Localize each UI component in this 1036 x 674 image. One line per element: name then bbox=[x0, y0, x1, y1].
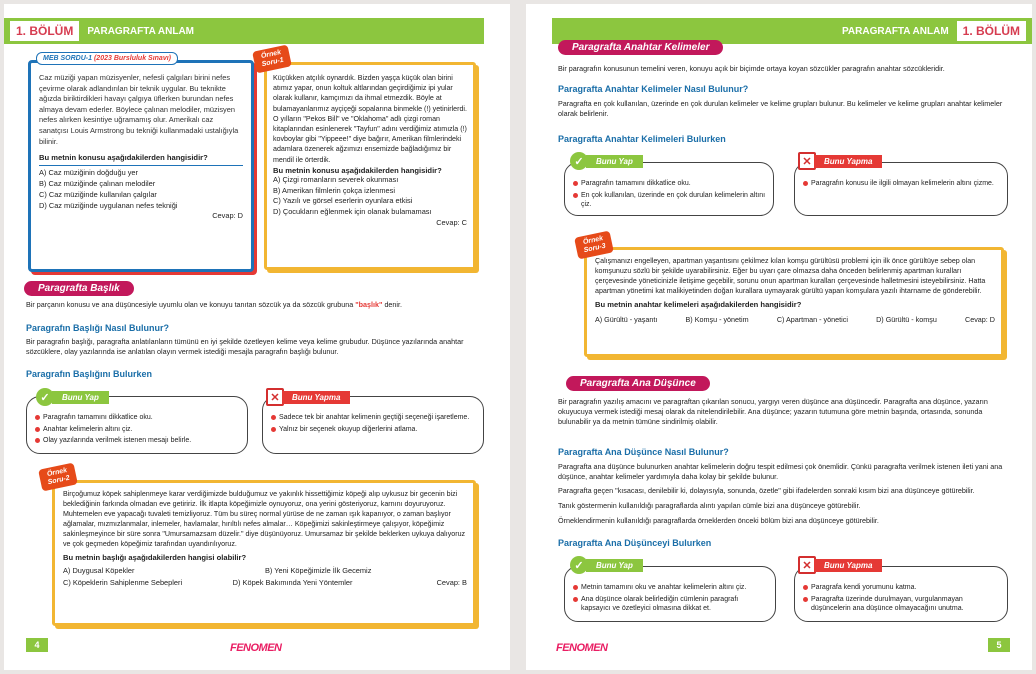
paragraph: Paragrafta en çok kullanılan, üzerinde en çok durulan kelimeler ve kelime grupları bulunur. Bu kelimeler ve kelime grupları anahtar kelimeler olarak belirlenir. bbox=[558, 99, 1003, 118]
meb-tag bbox=[36, 52, 178, 65]
do-box bbox=[564, 162, 774, 216]
checkmark-icon: ✓ bbox=[570, 152, 588, 170]
example-option[interactable]: B) Yeni Köpeğimizle İlk Gecemiz bbox=[265, 566, 372, 575]
dont-box bbox=[794, 566, 1008, 622]
cross-icon: ✕ bbox=[798, 556, 816, 574]
subheading: Paragrafın Başlığı Nasıl Bulunur? bbox=[26, 323, 170, 333]
def-end: denir. bbox=[384, 300, 403, 309]
paragraph: Örneklendirmenin kullanıldığı paragraflarda örneklerden önceki bölüm bizi ana düşünceye götürebilir. bbox=[558, 516, 879, 525]
unit-label: 1. BÖLÜM bbox=[10, 21, 79, 41]
meb-question: Bu metnin konusu aşağıdakilerden hangisidir? bbox=[39, 153, 208, 163]
example-option[interactable]: C) Köpeklerin Sahiplenme Sebepleri bbox=[63, 578, 183, 587]
paragraph: Paragrafta geçen "kısacası, denilebilir ki, dolayısıyla, sonunda, özetle" gibi ifadelerden sonraki kısım bizi ana düşünceye götürebilir. bbox=[558, 486, 975, 495]
ana-definition: Bir paragrafın yazılış amacını ve paragraftan çıkarılan sonucu, yargıyı veren düşünce ana düşüncedir. Paragrafta ana düşünce, yazarın okuyucuya vermek istediği mesaj olarak da nitelendirilebilir. Ana düşünce; yazarın tutumuna göre metnin başında, ortasında, sonunda bulunabilir ya da metnin tümüne sindirilmiş olabilir. bbox=[558, 397, 988, 426]
dont-label: Bunu Yapma bbox=[814, 559, 882, 572]
subheading: Paragrafta Anahtar Kelimeleri Bulurken bbox=[558, 134, 726, 144]
example-option[interactable]: D) Çocukların eğlenmek için olanak bulamaması bbox=[273, 207, 432, 217]
paragraph: Bir paragrafın başlığı, paragrafta anlatılanların tümünü en iyi şekilde özetleyen kelime veya kelime grubudur. Düşünce yazılarında anahtar sözcüklere, olay yazılarında ise anlatılan olayın vermek istediği mesajla paragrafın başlığı bulunur. bbox=[26, 337, 464, 356]
example-text: Küçükken atçılık oynardık. Bizden yaşça küçük olan birini atımız yapar, onun koltuk altlarından geçirdiğimiz ipi yular olarak kullanır, kamçımızı da ihmal etmezdik. Böyle at bulamayanlarımız ayçiçeği sopalarına binmekle (!) yetinirlerdi. O yılların "Pekos Bill" ve "Oklahoma" adlı çizgi roman kitaplarından esinlenerek "Tayfun" adını verdiğimiz atımızla (!) kovboylar gibi "Yippeee!" diye bağırır, Amerikan filmlerindeki adamlara özenerek ağzımızı ensemizde bağladığımız bir mendil ile örterdik. bbox=[273, 74, 467, 164]
page-header bbox=[4, 18, 484, 44]
meb-option[interactable]: A) Caz müziğinin doğduğu yer bbox=[39, 168, 139, 178]
right-page bbox=[526, 4, 1032, 670]
subheading: Paragrafta Ana Düşünce Nasıl Bulunur? bbox=[558, 447, 729, 457]
section-pill-anahtar: Paragrafta Anahtar Kelimeler bbox=[558, 40, 723, 55]
dont-item: Yalnız bir seçenek okuyup diğerlerini atlama. bbox=[271, 425, 477, 435]
options-row bbox=[595, 315, 995, 324]
example-option[interactable]: A) Gürültü - yaşantı bbox=[595, 315, 658, 324]
example-option[interactable]: B) Komşu - yönetim bbox=[685, 315, 749, 324]
unit-label: 1. BÖLÜM bbox=[957, 21, 1026, 41]
dont-item: Sadece tek bir anahtar kelimenin geçtiği seçeneği işaretleme. bbox=[271, 413, 477, 423]
meb-option[interactable]: D) Caz müziğinde uygulanan nefes tekniği bbox=[39, 200, 178, 210]
do-header bbox=[570, 556, 643, 574]
do-item: En çok kullanılan, üzerinde en çok durulan kelimelerin altını çiz. bbox=[573, 191, 767, 210]
meb-tag-title: MEB SORDU-1 bbox=[43, 55, 93, 62]
dont-label: Bunu Yapma bbox=[814, 155, 882, 168]
def-text: Bir parçanın konusu ve ana düşüncesiyle uyumlu olan ve konuyu tanıtan sözcük ya da sözcük grubuna bbox=[26, 300, 354, 309]
checkmark-icon: ✓ bbox=[36, 388, 54, 406]
section-pill-baslik: Paragrafta Başlık bbox=[24, 281, 134, 296]
dont-header bbox=[798, 556, 882, 574]
example-option[interactable]: D) Gürültü - komşu bbox=[876, 315, 937, 324]
options-grid bbox=[63, 565, 467, 589]
meb-option[interactable]: C) Caz müziğinde kullanılan çalgılar bbox=[39, 189, 157, 199]
example-text: Birçoğumuz köpek sahiplenmeye karar verdiğimizde bulduğumuz ve yakınlık hissettiğimiz köpeği alıp uykusuz bir gecenin bizi beklediğinin farkında olmadan eve getiririz. İlk itlapta köpeğimizle oynuyoruz, ona yerini gösteriyoruz, karnını doyuruyoruz. Muhtemelen eve yapacağı tuvaleti temizliyoruz. Tüm bu süreç normal yürüse de ne zaman ışık kapanıyor, o zaman başlıyor ağlamalar, mızmızlanmalar, inlemeler, havlamalar, hırıltılı nefes almalar… Köpeğimizi sakinleştirmeye çalışıyor, köpeğimiz sakinleşmeyince bir süre sonra "Umursamazsam düzelir." diye düşünüyoruz. Umursamaz bir şekilde beklerken uykuya dalıyoruz ve çok geçmeden köpeğimiz tarafından uyandırılıyoruz. bbox=[63, 490, 466, 548]
dont-header bbox=[798, 152, 882, 170]
example-answer: Cevap: D bbox=[965, 315, 995, 324]
example-tag: Örnek Soru-3 bbox=[574, 230, 614, 259]
example-question-box bbox=[264, 62, 476, 270]
meb-question-box bbox=[28, 60, 254, 272]
left-page bbox=[4, 4, 510, 670]
page-number: 4 bbox=[26, 638, 48, 652]
example-answer: Cevap: C bbox=[436, 218, 467, 228]
publisher-logo: FENOMEN bbox=[556, 642, 608, 654]
do-box bbox=[564, 566, 776, 622]
anahtar-definition: Bir paragrafın konusunun temelini veren, konuyu açık bir biçimde ortaya koyan sözcükler paragrafın anahtar sözcükleridir. bbox=[558, 64, 945, 73]
example-question-box bbox=[584, 247, 1004, 357]
example-option[interactable]: C) Yazılı ve görsel eserlerin oyunlara etkisi bbox=[273, 196, 413, 206]
do-item: Metnin tamamını oku ve anahtar kelimelerin altını çiz. bbox=[573, 583, 769, 593]
publisher-logo: FENOMEN bbox=[230, 642, 282, 654]
meb-tag-sub: (2023 Bursluluk Sınavı) bbox=[93, 55, 171, 62]
do-item: Olay yazılarında verilmek istenen mesajı belirle. bbox=[35, 436, 241, 446]
example-option[interactable]: C) Apartman - yönetici bbox=[776, 315, 848, 324]
subheading: Paragrafta Ana Düşünceyi Bulurken bbox=[558, 538, 712, 548]
baslik-definition bbox=[26, 300, 496, 310]
example-tag: Örnek Soru-1 bbox=[252, 44, 292, 73]
meb-option[interactable]: B) Caz müziğinde çalınan melodiler bbox=[39, 178, 156, 188]
example-tag: Örnek Soru-2 bbox=[38, 462, 78, 491]
example-question: Bu metnin başlığı aşağıdakilerden hangisi olabilir? bbox=[63, 553, 247, 562]
example-answer: Cevap: B bbox=[436, 578, 467, 587]
example-question: Bu metnin konusu aşağıdakilerden hangisidir? bbox=[273, 165, 442, 175]
meb-answer: Cevap: D bbox=[212, 211, 243, 221]
dont-item: Paragrafa kendi yorumunu katma. bbox=[803, 583, 1001, 593]
page-number: 5 bbox=[988, 638, 1010, 652]
do-item: Paragrafın tamamını dikkatlice oku. bbox=[35, 413, 241, 423]
example-text: Çalışmanızı engelleyen, apartman yaşantısını çekilmez kılan komşu gürültüsü problemi için ilk önce gürültüye sebep olan komşunuzu sözlü bir şekilde uyarabilirsiniz. Eğer bu uyarı çare olmazsa daha önceden belirlenmiş apartman kuralları çerçevesinde yöneticinizle iletişime geçebilir, sorunu onun apartman kuralları çerçevesinde halletmesini isteyebilirsiniz. Hatta apartman yönetimi kat malikiyetinden doğan kurallara uymayarak gürültü yapan komşulara yazılı ihtarname de gönderebilir. bbox=[595, 257, 986, 295]
do-item: Paragrafın tamamını dikkatlice oku. bbox=[573, 179, 767, 189]
dont-item: Paragrafta üzerinde durulmayan, vurgulanmayan düşüncelerin ana düşünce olmayacağını unutma. bbox=[803, 595, 1001, 614]
do-label: Bunu Yap bbox=[586, 559, 643, 572]
header-title: PARAGRAFTA ANLAM bbox=[87, 25, 194, 37]
example-option[interactable]: D) Köpek Bakımında Yeni Yöntemler bbox=[232, 578, 353, 587]
dont-box bbox=[794, 162, 1008, 216]
checkmark-icon: ✓ bbox=[570, 556, 588, 574]
paragraph: Tanık göstermenin kullanıldığı paragraflarda alıntı yapılan cümle bizi ana düşünceye götürebilir. bbox=[558, 501, 861, 510]
section-pill-ana: Paragrafta Ana Düşünce bbox=[566, 376, 710, 391]
dont-label: Bunu Yapma bbox=[282, 391, 350, 404]
subheading: Paragrafta Anahtar Kelimeler Nasıl Bulunur? bbox=[558, 84, 749, 94]
do-item: Ana düşünce olarak belirlediğin cümlenin paragrafı kapsayıcı ve özetleyici olmasına dikkat et. bbox=[573, 595, 769, 614]
dont-item: Paragrafın konusu ile ilgili olmayan kelimelerin altını çizme. bbox=[803, 179, 1001, 189]
do-header bbox=[570, 152, 643, 170]
example-question: Bu metnin anahtar kelimeleri aşağıdakilerden hangisidir? bbox=[595, 300, 802, 309]
cross-icon: ✕ bbox=[266, 388, 284, 406]
dont-header bbox=[266, 388, 350, 406]
example-question-box bbox=[52, 480, 476, 626]
def-highlight: "başlık" bbox=[355, 300, 383, 309]
paragraph: Paragrafta ana düşünce bulunurken anahtar kelimelerin doğru tespit edilmesi çok önemlidir. Çünkü paragrafta verilmek istenen ileti yani ana düşünce, anahtar kelimeler yardımıyla daha kolay bir şekilde bulunur. bbox=[558, 462, 1003, 481]
example-option[interactable]: A) Duygusal Köpekler bbox=[63, 566, 135, 575]
meb-text: Caz müziği yapan müzisyenler, nefesli çalgıları birini nefes çevirme olarak adlandırılan bir teknik uygular. Bu teknikte ağızda biriktirdikleri havayı çalgıya üflerken burundan nefes almaya devam ederler. Böylece çalınan melodiler, müzisyen nefes alırken kesintiye uğramamış olur. Amerikalı caz sanatçısı Louis Armstrong bu tekniği kullanmadaki ustalığıyla bilinir. bbox=[39, 73, 239, 146]
subheading: Paragrafın Başlığını Bulurken bbox=[26, 369, 153, 379]
header-title: PARAGRAFTA ANLAM bbox=[842, 25, 949, 37]
do-item: Anahtar kelimelerin altını çiz. bbox=[35, 425, 241, 435]
example-option[interactable]: B) Amerikan filmlerin çokça izlenmesi bbox=[273, 185, 395, 195]
do-header bbox=[36, 388, 109, 406]
example-option[interactable]: A) Çizgi romanların severek okunması bbox=[273, 174, 399, 184]
do-label: Bunu Yap bbox=[52, 391, 109, 404]
do-label: Bunu Yap bbox=[586, 155, 643, 168]
cross-icon: ✕ bbox=[798, 152, 816, 170]
